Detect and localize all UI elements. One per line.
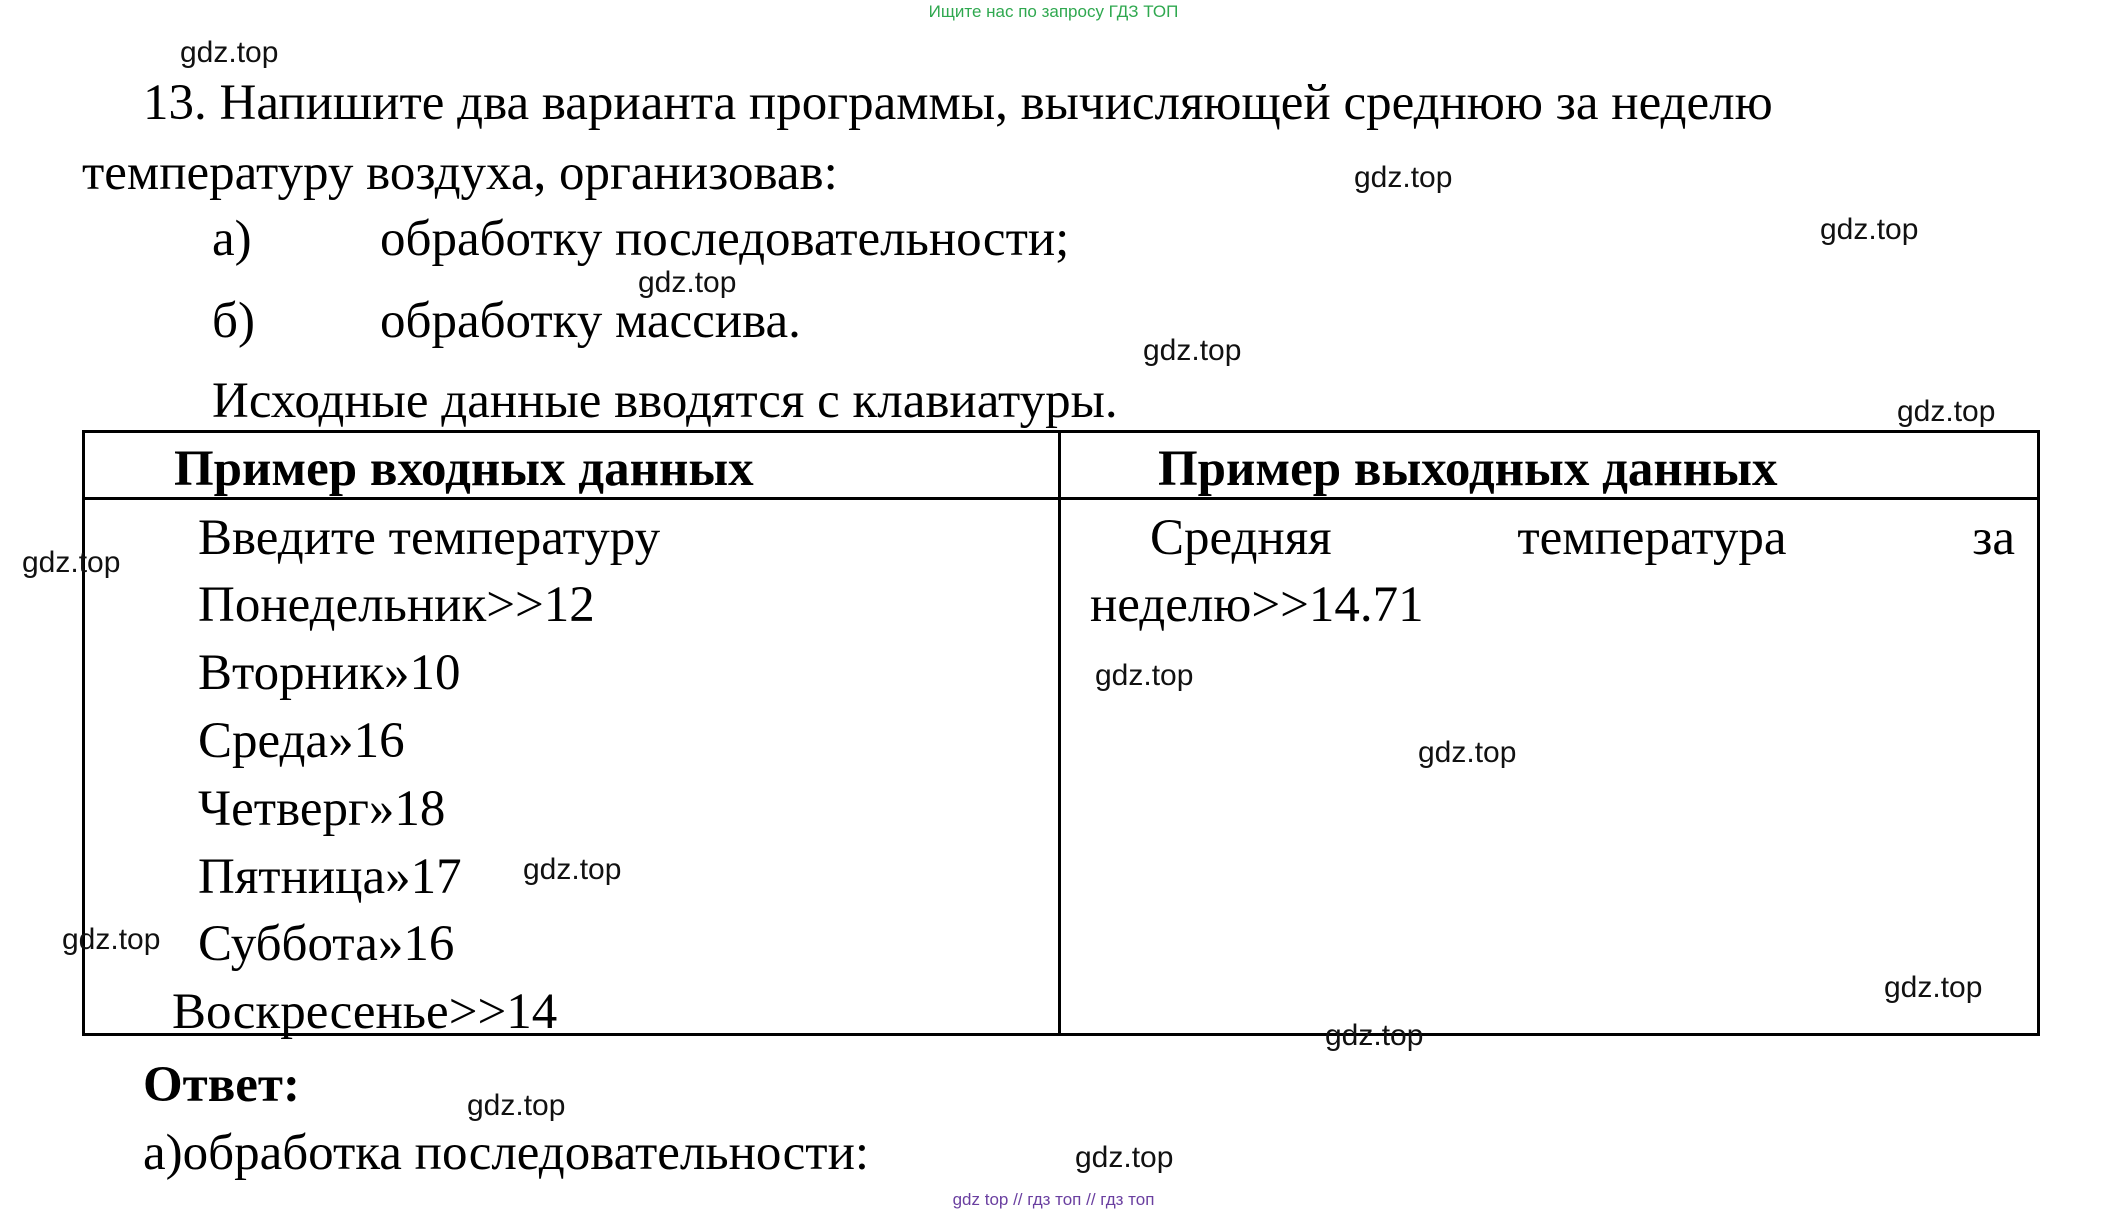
task-item-b-marker: б) <box>212 293 255 349</box>
watermark: gdz.top <box>1884 971 1983 1004</box>
output-line-2: неделю>>14.71 <box>1090 577 1424 633</box>
table-column-divider <box>1058 430 1061 1036</box>
input-line-tuesday: Вторник»10 <box>198 645 461 701</box>
output-line-1 <box>1150 510 2015 566</box>
watermark: gdz.top <box>1897 395 1996 428</box>
table-header-output: Пример выходных данных <box>1158 441 1778 497</box>
watermark: gdz.top <box>638 266 737 299</box>
footer-links[interactable]: gdz top // гдз топ // гдз топ <box>952 1190 1155 1209</box>
watermark: gdz.top <box>1354 161 1453 194</box>
output-word-2: температура <box>1517 510 1787 566</box>
input-line-monday: Понедельник>>12 <box>198 577 595 633</box>
task-item-b-text: обработку массива. <box>380 293 801 349</box>
watermark: gdz.top <box>22 546 121 579</box>
watermark: gdz.top <box>180 36 279 69</box>
answer-item-a: а)обработка последовательности: <box>143 1125 870 1181</box>
output-word-1: Средняя <box>1150 510 1332 566</box>
top-banner[interactable]: Ищите нас по запросу ГДЗ ТОП <box>928 2 1179 21</box>
task-note: Исходные данные вводятся с клавиатуры. <box>212 373 1118 429</box>
table-header-divider <box>82 497 2040 500</box>
answer-label: Ответ: <box>143 1057 300 1113</box>
task-title-line-1: 13. Напишите два варианта программы, вычисляющей среднюю за неделю <box>143 75 1773 131</box>
watermark: gdz.top <box>1325 1019 1424 1052</box>
input-line-friday: Пятница»17 <box>198 849 462 905</box>
watermark: gdz.top <box>1418 736 1517 769</box>
watermark: gdz.top <box>1095 659 1194 692</box>
input-line-wednesday: Среда»16 <box>198 713 405 769</box>
watermark: gdz.top <box>1820 213 1919 246</box>
watermark: gdz.top <box>62 923 161 956</box>
watermark: gdz.top <box>1075 1141 1174 1174</box>
input-line-thursday: Четверг»18 <box>198 781 446 837</box>
table-header-input: Пример входных данных <box>174 441 754 497</box>
input-line-prompt: Введите температуру <box>198 510 661 566</box>
watermark: gdz.top <box>523 853 622 886</box>
task-item-a-text: обработку последовательности; <box>380 211 1070 267</box>
output-word-3: за <box>1972 510 2015 566</box>
watermark: gdz.top <box>1143 334 1242 367</box>
watermark: gdz.top <box>467 1089 566 1122</box>
task-item-a-marker: а) <box>212 211 252 267</box>
input-line-saturday: Суббота»16 <box>198 916 455 972</box>
input-line-sunday: Воскресенье>>14 <box>172 984 558 1040</box>
task-title-line-2: температуру воздуха, организовав: <box>82 145 838 201</box>
